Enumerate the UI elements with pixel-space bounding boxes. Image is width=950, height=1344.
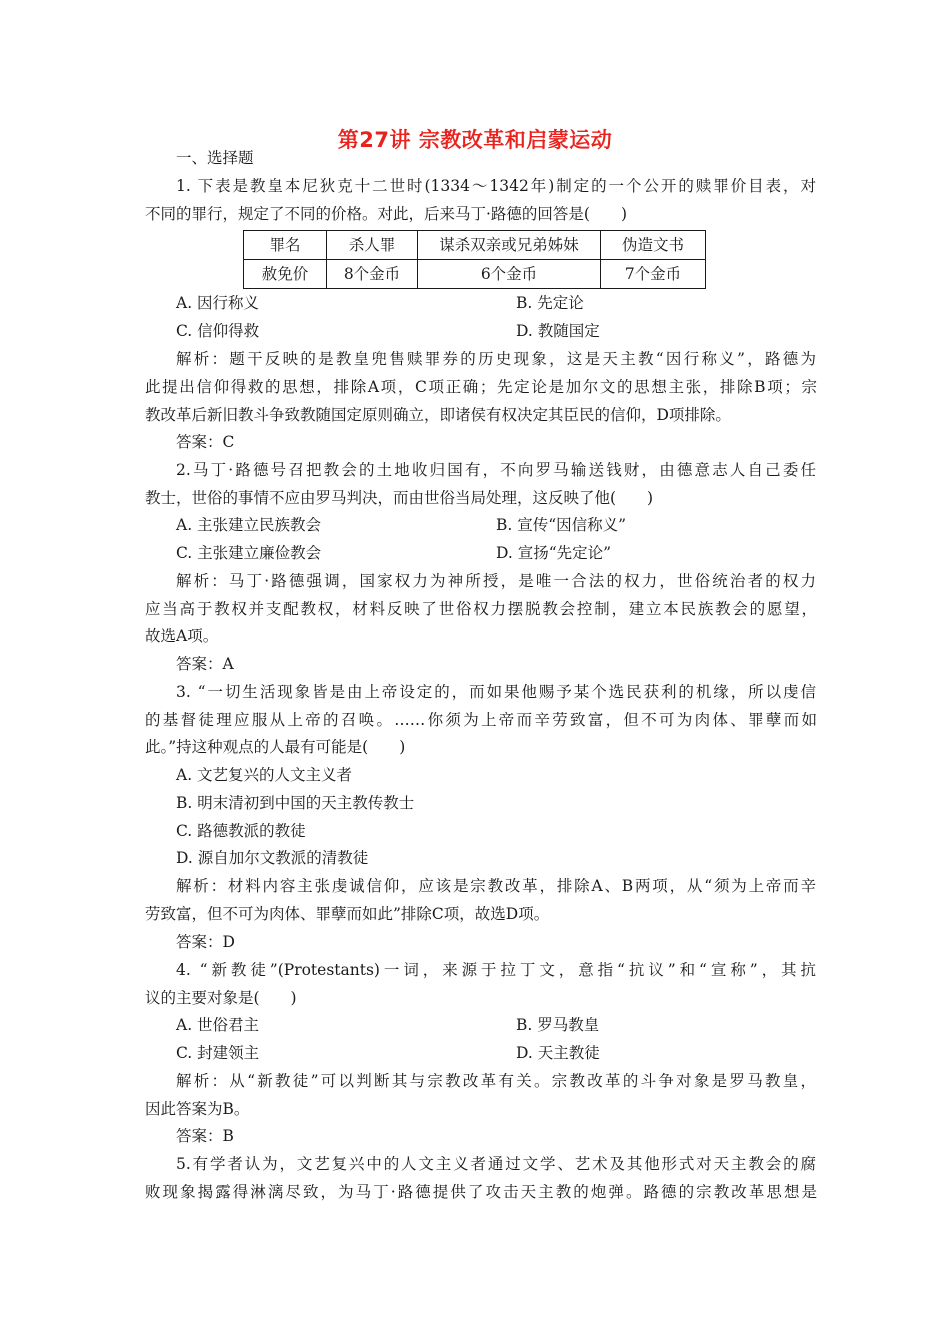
q1-explanation-line-2: 此提出信仰得救的思想，排除A项，C项正确；先定论是加尔文的思想主张，排除B项；宗: [145, 378, 817, 396]
q2-explanation-line-1: 解析：马丁·路德强调，国家权力为神所授，是唯一合法的权力，世俗统治者的权力: [176, 572, 816, 590]
q1-option-a: A. 因行称义: [176, 294, 260, 312]
table-cell: 罪名: [244, 231, 327, 260]
q2-option-b: B. 宣传“因信称义”: [496, 516, 627, 534]
q1-option-d: D. 教随国定: [516, 322, 600, 340]
q1-stem-line-2: 不同的罪行，规定了不同的价格。对此，后来马丁·路德的回答是( ): [145, 205, 628, 223]
q2-option-c: C. 主张建立廉俭教会: [176, 544, 322, 562]
q5-stem-line-2: 败现象揭露得淋漓尽致，为马丁·路德提供了攻击天主教的炮弹。路德的宗教改革思想是: [145, 1183, 817, 1201]
q3-stem-line-1: 3. “一切生活现象皆是由上帝设定的，而如果他赐予某个选民获利的机缘，所以虔信: [176, 683, 816, 701]
q1-option-c: C. 信仰得救: [176, 322, 260, 340]
table-header-row: [244, 231, 706, 260]
q3-option-b: B. 明末清初到中国的天主教传教士: [176, 794, 415, 812]
q5-stem-line-1: 5.有学者认为，文艺复兴中的人文主义者通过文学、艺术及其他形式对天主教会的腐: [176, 1155, 816, 1173]
table-cell: 8个金币: [327, 260, 418, 289]
q4-option-c: C. 封建领主: [176, 1044, 260, 1062]
q4-answer: 答案：B: [176, 1127, 234, 1145]
q1-explanation-line-3: 教改革后新旧教斗争致教随国定原则确立，即诸侯有权决定其臣民的信仰，D项排除。: [145, 406, 731, 424]
q3-answer: 答案：D: [176, 933, 235, 951]
section-heading: 一、选择题: [176, 149, 254, 167]
page-title: 第27讲 宗教改革和启蒙运动: [337, 128, 613, 152]
q3-stem-line-2: 的基督徒理应服从上帝的召唤。……你须为上帝而辛劳致富，但不可为肉体、罪孽而如: [145, 711, 817, 729]
q2-option-d: D. 宣扬“先定论”: [496, 544, 612, 562]
penance-price-table: [243, 230, 706, 289]
q1-option-b: B. 先定论: [516, 294, 584, 312]
q2-stem-line-1: 2.马丁·路德号召把教会的土地收归国有，不向罗马输送钱财，由德意志人自己委任: [176, 461, 816, 479]
q4-option-a: A. 世俗君主: [176, 1016, 260, 1034]
q1-explanation-line-1: 解析：题干反映的是教皇兜售赎罪券的历史现象，这是天主教“因行称义”，路德为: [176, 350, 816, 368]
q3-explanation-line-1: 解析：材料内容主张虔诚信仰，应该是宗教改革，排除A、B两项，从“须为上帝而辛: [176, 877, 816, 895]
q3-option-d: D. 源自加尔文教派的清教徒: [176, 849, 369, 867]
table-cell: 杀人罪: [327, 231, 418, 260]
q2-option-a: A. 主张建立民族教会: [176, 516, 322, 534]
table-cell: 6个金币: [418, 260, 601, 289]
q4-explanation-line-1: 解析：从“新教徒”可以判断其与宗教改革有关。宗教改革的斗争对象是罗马教皇，: [176, 1072, 816, 1090]
q4-stem-line-1: 4. “新教徒”(Protestants)一词，来源于拉丁文，意指“抗议”和“宣称”，其抗: [176, 961, 816, 979]
q2-explanation-line-2: 应当高于教权并支配教权，材料反映了世俗权力摆脱教会控制，建立本民族教会的愿望，: [145, 600, 817, 618]
q2-stem-line-2: 教士，世俗的事情不应由罗马判决，而由世俗当局处理，这反映了他( ): [145, 489, 654, 507]
q4-stem-line-2: 议的主要对象是( ): [145, 989, 297, 1007]
q2-explanation-line-3: 故选A项。: [145, 627, 219, 645]
q3-option-c: C. 路德教派的教徒: [176, 822, 306, 840]
q3-stem-line-3: 此。”持这种观点的人最有可能是( ): [145, 738, 406, 756]
table-cell: 赦免价: [244, 260, 327, 289]
q2-answer: 答案：A: [176, 655, 234, 673]
table-cell: 7个金币: [601, 260, 706, 289]
table-cell: 伪造文书: [601, 231, 706, 260]
q4-explanation-line-2: 因此答案为B。: [145, 1100, 250, 1118]
table-cell: 谋杀双亲或兄弟姊妹: [418, 231, 601, 260]
q3-option-a: A. 文艺复兴的人文主义者: [176, 766, 353, 784]
q4-option-d: D. 天主教徒: [516, 1044, 600, 1062]
q3-explanation-line-2: 劳致富，但不可为肉体、罪孽而如此”排除C项，故选D项。: [145, 905, 550, 923]
table-row: [244, 260, 706, 289]
q4-option-b: B. 罗马教皇: [516, 1016, 600, 1034]
q1-stem-line-1: 1. 下表是教皇本尼狄克十二世时(1334～1342年)制定的一个公开的赎罪价目表，对: [176, 177, 816, 195]
q1-answer: 答案：C: [176, 433, 235, 451]
